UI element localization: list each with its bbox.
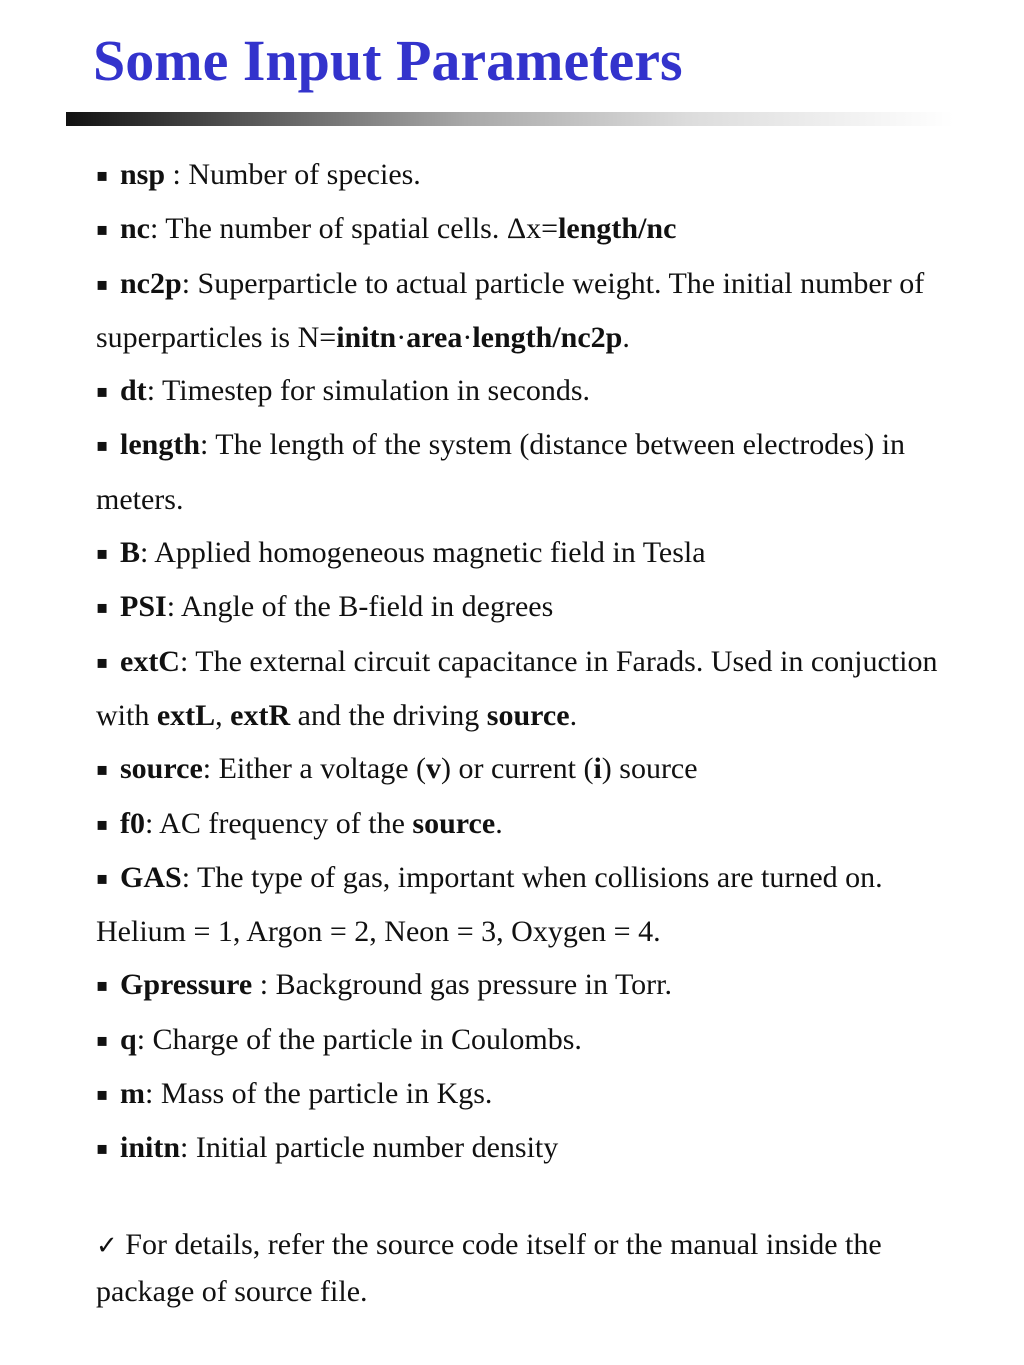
parameter-description: : Timestep for simulation in seconds.: [146, 374, 591, 408]
parameter-description: : Initial particle number density: [180, 1131, 559, 1165]
bullet-icon: ▪: [96, 1138, 109, 1160]
details-note-text: For details, refer the source code itself or the manual inside the package of source file.: [96, 1228, 882, 1308]
parameter-item: [96, 148, 956, 202]
parameter-keyword: B: [120, 536, 141, 570]
parameter-item: [96, 364, 956, 418]
parameter-keyword: length/nc2p: [472, 320, 623, 354]
parameter-keyword: m: [120, 1077, 145, 1111]
bullet-icon: ▪: [96, 975, 109, 997]
parameter-description: : Angle of the B-field in degrees: [166, 590, 554, 624]
parameter-description: : The number of spatial cells. Δx=: [150, 212, 559, 246]
parameter-item: [96, 418, 956, 526]
parameter-description: : Number of species.: [165, 158, 421, 191]
parameter-description: .: [622, 320, 630, 354]
bullet-icon: ▪: [96, 165, 109, 186]
parameter-keyword: source: [412, 806, 496, 840]
parameter-item: [96, 958, 956, 1012]
parameter-keyword: length: [120, 428, 201, 462]
parameter-keyword: initn: [336, 320, 397, 354]
parameter-item: [96, 635, 956, 743]
parameter-keyword: source: [120, 752, 203, 786]
bullet-icon: ▪: [96, 1084, 109, 1106]
bullet-icon: ▪: [96, 273, 109, 295]
parameter-keyword: extR: [230, 698, 291, 732]
parameter-description: : AC frequency of the: [145, 806, 413, 840]
parameter-list: [96, 148, 956, 1176]
parameter-description: ·: [396, 320, 407, 354]
slide-title: Some Input Parameters: [93, 28, 683, 93]
bullet-icon: ▪: [96, 597, 109, 619]
bullet-icon: ▪: [96, 813, 109, 835]
parameter-keyword: GAS: [120, 860, 182, 894]
bullet-icon: ▪: [96, 759, 109, 781]
parameter-description: .: [569, 698, 578, 732]
parameter-keyword: q: [120, 1022, 137, 1056]
parameter-description: and the driving: [290, 698, 487, 732]
parameter-description: : The external circuit capacitance in Farads. Used in conjuction with: [96, 644, 938, 732]
parameter-description: : Mass of the particle in Kgs.: [145, 1077, 493, 1111]
bullet-icon: ▪: [96, 381, 109, 403]
parameter-keyword: nc: [120, 212, 150, 246]
parameter-description: ,: [215, 698, 231, 732]
parameter-description: ) or current (: [441, 752, 594, 786]
parameter-item: [96, 851, 956, 959]
parameter-keyword: initn: [120, 1131, 181, 1165]
parameter-item: [96, 797, 956, 851]
parameter-description: .: [495, 806, 503, 840]
parameter-item: [96, 257, 956, 365]
parameter-description: : The length of the system (distance between electrodes) in meters.: [96, 428, 906, 516]
parameter-keyword: PSI: [120, 590, 167, 624]
parameter-item: [96, 526, 956, 580]
parameter-item: [96, 742, 956, 796]
parameter-description: : Superparticle to actual particle weight. The initial number of superparticles is N=: [96, 266, 925, 354]
parameter-description: ·: [462, 320, 473, 354]
parameter-keyword: extC: [120, 644, 180, 678]
parameter-keyword: v: [426, 752, 442, 786]
parameter-keyword: nc2p: [120, 266, 182, 300]
parameter-keyword: length/nc: [558, 212, 677, 246]
details-note: [96, 1222, 956, 1314]
parameter-keyword: dt: [120, 374, 147, 408]
parameter-keyword: f0: [120, 806, 145, 840]
parameter-item: [96, 1013, 956, 1067]
bullet-icon: ▪: [96, 435, 109, 457]
bullet-icon: ▪: [96, 1029, 109, 1051]
title-underline-gradient: [66, 112, 954, 126]
parameter-description: : Applied homogeneous magnetic field in Tesla: [140, 536, 706, 570]
bullet-icon: ▪: [96, 651, 109, 673]
parameter-description: : Either a voltage (: [202, 752, 427, 786]
bullet-icon: ▪: [96, 543, 109, 565]
parameter-description: : Charge of the particle in Coulombs.: [136, 1022, 582, 1056]
checkmark-icon: ✓: [96, 1231, 118, 1261]
parameter-item: [96, 1067, 956, 1121]
parameter-keyword: Gpressure: [120, 968, 253, 1002]
parameter-keyword: source: [486, 698, 570, 732]
parameter-keyword: area: [406, 320, 463, 354]
bullet-icon: ▪: [96, 219, 109, 241]
parameter-item: [96, 580, 956, 634]
parameter-item: [96, 1121, 956, 1175]
parameter-keyword: extL: [156, 698, 216, 732]
parameter-keyword: nsp: [120, 158, 166, 191]
parameter-description: : Background gas pressure in Torr.: [252, 968, 672, 1002]
bullet-icon: ▪: [96, 867, 109, 889]
parameter-item: [96, 202, 956, 256]
parameter-description: : The type of gas, important when collisions are turned on. Helium = 1, Argon = 2, Neon = 3, Oxygen = 4.: [96, 860, 883, 949]
parameter-keyword: i: [593, 752, 602, 786]
parameter-description: ) source: [601, 752, 698, 786]
